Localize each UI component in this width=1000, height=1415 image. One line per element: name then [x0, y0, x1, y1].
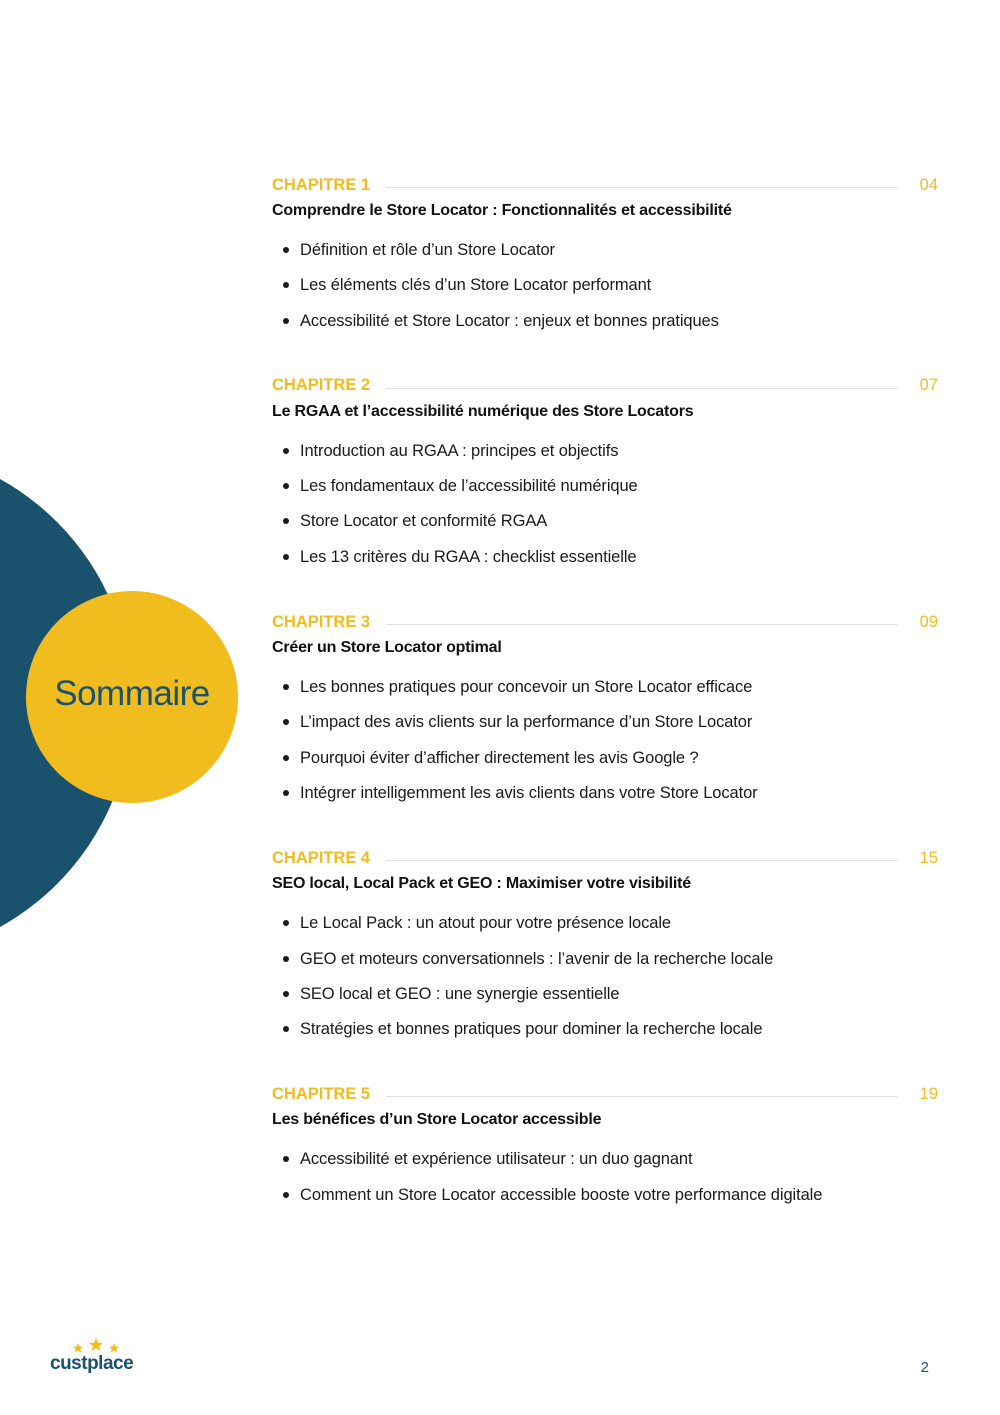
chapter-header: [272, 172, 938, 198]
list-item: Le Local Pack : un atout pour votre présence locale: [272, 913, 938, 948]
list-item: Les 13 critères du RGAA : checklist essentielle: [272, 547, 938, 582]
stars-icon: [70, 1338, 122, 1354]
page-title: Sommaire: [54, 674, 210, 713]
table-of-contents: [272, 172, 938, 1220]
chapter-page-number: 07: [919, 376, 938, 395]
chapter-title: Les bénéfices d’un Store Locator accessible: [272, 1111, 602, 1129]
chapter-divider: [386, 624, 898, 625]
chapter-items: [272, 677, 938, 818]
list-item: Store Locator et conformité RGAA: [272, 511, 938, 546]
chapter-divider: [386, 860, 898, 861]
list-item: Les bonnes pratiques pour concevoir un Store Locator efficace: [272, 677, 938, 712]
logo-wordmark: custplace: [50, 1353, 134, 1374]
chapter-title: Le RGAA et l’accessibilité numérique des Store Locators: [272, 402, 694, 420]
chapter-label: CHAPITRE 5: [272, 1084, 371, 1103]
chapter-header: [272, 845, 938, 871]
chapter-header: [272, 609, 938, 635]
chapter-title: Créer un Store Locator optimal: [272, 639, 502, 657]
chapter-header: [272, 373, 938, 399]
chapter-4: [272, 845, 938, 1054]
chapter-label: CHAPITRE 3: [272, 612, 371, 631]
chapter-divider: [386, 388, 898, 389]
custplace-logo: [50, 1338, 140, 1378]
page-number: 2: [920, 1359, 929, 1376]
chapter-items: [272, 913, 938, 1054]
chapter-items: [272, 240, 938, 346]
list-item: Stratégies et bonnes pratiques pour dominer la recherche locale: [272, 1019, 938, 1054]
chapter-5: [272, 1081, 938, 1220]
list-item: Introduction au RGAA : principes et objectifs: [272, 441, 938, 476]
chapter-label: CHAPITRE 4: [272, 848, 371, 867]
chapter-items: [272, 441, 938, 582]
list-item: Définition et rôle d’un Store Locator: [272, 240, 938, 275]
chapter-header: [272, 1081, 938, 1107]
chapter-page-number: 04: [919, 175, 938, 194]
chapter-label: CHAPITRE 2: [272, 376, 371, 395]
chapter-title: SEO local, Local Pack et GEO : Maximiser votre visibilité: [272, 875, 691, 893]
list-item: SEO local et GEO : une synergie essentielle: [272, 984, 938, 1019]
chapter-3: [272, 609, 938, 818]
chapter-2: [272, 373, 938, 582]
list-item: Comment un Store Locator accessible booste votre performance digitale: [272, 1185, 938, 1220]
list-item: L’impact des avis clients sur la performance d’un Store Locator: [272, 712, 938, 747]
chapter-items: [272, 1149, 938, 1220]
chapter-title: Comprendre le Store Locator : Fonctionnalités et accessibilité: [272, 202, 732, 219]
sommaire-badge: [26, 591, 238, 803]
list-item: Accessibilité et Store Locator : enjeux et bonnes pratiques: [272, 311, 938, 346]
chapter-label: CHAPITRE 1: [272, 175, 371, 194]
chapter-page-number: 09: [919, 612, 938, 631]
list-item: Les éléments clés d’un Store Locator performant: [272, 275, 938, 310]
chapter-1: [272, 172, 938, 346]
list-item: GEO et moteurs conversationnels : l’avenir de la recherche locale: [272, 949, 938, 984]
chapter-page-number: 19: [919, 1084, 938, 1103]
list-item: Accessibilité et expérience utilisateur : un duo gagnant: [272, 1149, 938, 1184]
list-item: Pourquoi éviter d’afficher directement les avis Google ?: [272, 748, 938, 783]
chapter-page-number: 15: [919, 848, 938, 867]
chapter-divider: [386, 1096, 898, 1097]
list-item: Les fondamentaux de l’accessibilité numérique: [272, 476, 938, 511]
chapter-divider: [386, 187, 898, 188]
list-item: Intégrer intelligemment les avis clients dans votre Store Locator: [272, 783, 938, 818]
